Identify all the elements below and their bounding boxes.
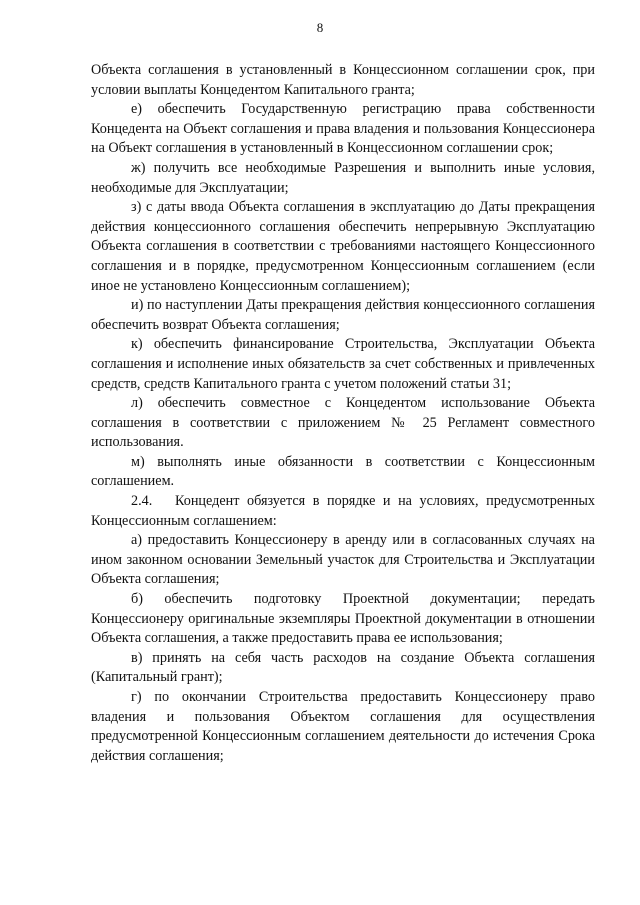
paragraph-item-i: и) по наступлении Даты прекращения действия концессионного соглашения обеспечить возврат Объекта соглашения; xyxy=(91,297,595,333)
document-body xyxy=(91,61,599,766)
paragraph-item-m: м) выполнять иные обязанности в соответствии с Концессионным соглашением. xyxy=(91,453,595,490)
paragraph-item-b: б) обеспечить подготовку Проектной документации; передать Концессионеру оригинальные экземпляры Проектной документации в отношении Объекта соглашения, а также предоставить права ее использования; xyxy=(91,591,595,647)
page-number: 8 xyxy=(316,20,324,35)
paragraph-item-z: з) с даты ввода Объекта соглашения в эксплуатацию до Даты прекращения действия концессионного соглашения обеспечить непрерывную Эксплуатацию Объекта соглашения в соответствии с требованиями настоящего Концессионного соглашения и в порядке, предусмотренном Концессионным соглашением (если иное не установлено Концессионным соглашением); xyxy=(91,199,595,294)
paragraph-item-g: г) по окончании Строительства предоставить Концессионеру право владения и пользования Объектом соглашения для осуществления предусмотренной Концессионным соглашением деятельности до истечения Срока действия соглашения; xyxy=(91,689,595,764)
paragraph-item-e: е) обеспечить Государственную регистрацию права собственности Концедента на Объект соглашения и права владения и пользования Концессионера на Объект соглашения в установленный в Концессионном соглашении срок; xyxy=(91,101,595,157)
paragraph-item-v: в) принять на себя часть расходов на создание Объекта соглашения (Капитальный грант); xyxy=(91,649,595,686)
paragraph-item-l: л) обеспечить совместное с Концедентом использование Объекта соглашения в соответствии с приложением № 25 Регламент совместного использования. xyxy=(91,395,595,451)
paragraph-item-a: а) предоставить Концессионеру в аренду или в согласованных случаях на ином законном основании Земельный участок для Строительства и Эксплуатации Объекта соглашения; xyxy=(91,532,595,588)
paragraph-item-k: к) обеспечить финансирование Строительства, Эксплуатации Объекта соглашения и исполнение иных обязательств за счет собственных и привлеченных средств, средств Капитального гранта с учетом положений статьи 31; xyxy=(91,336,595,392)
paragraph-clause-2-4: 2.4. Концедент обязуется в порядке и на условиях, предусмотренных Концессионным соглашением: xyxy=(91,493,599,529)
paragraph-item-zh: ж) получить все необходимые Разрешения и выполнить иные условия, необходимые для Эксплуатации; xyxy=(91,159,595,196)
paragraph-continuation: Объекта соглашения в установленный в Концессионном соглашении срок, при условии выплаты Концедентом Капитального гранта; xyxy=(91,62,595,98)
